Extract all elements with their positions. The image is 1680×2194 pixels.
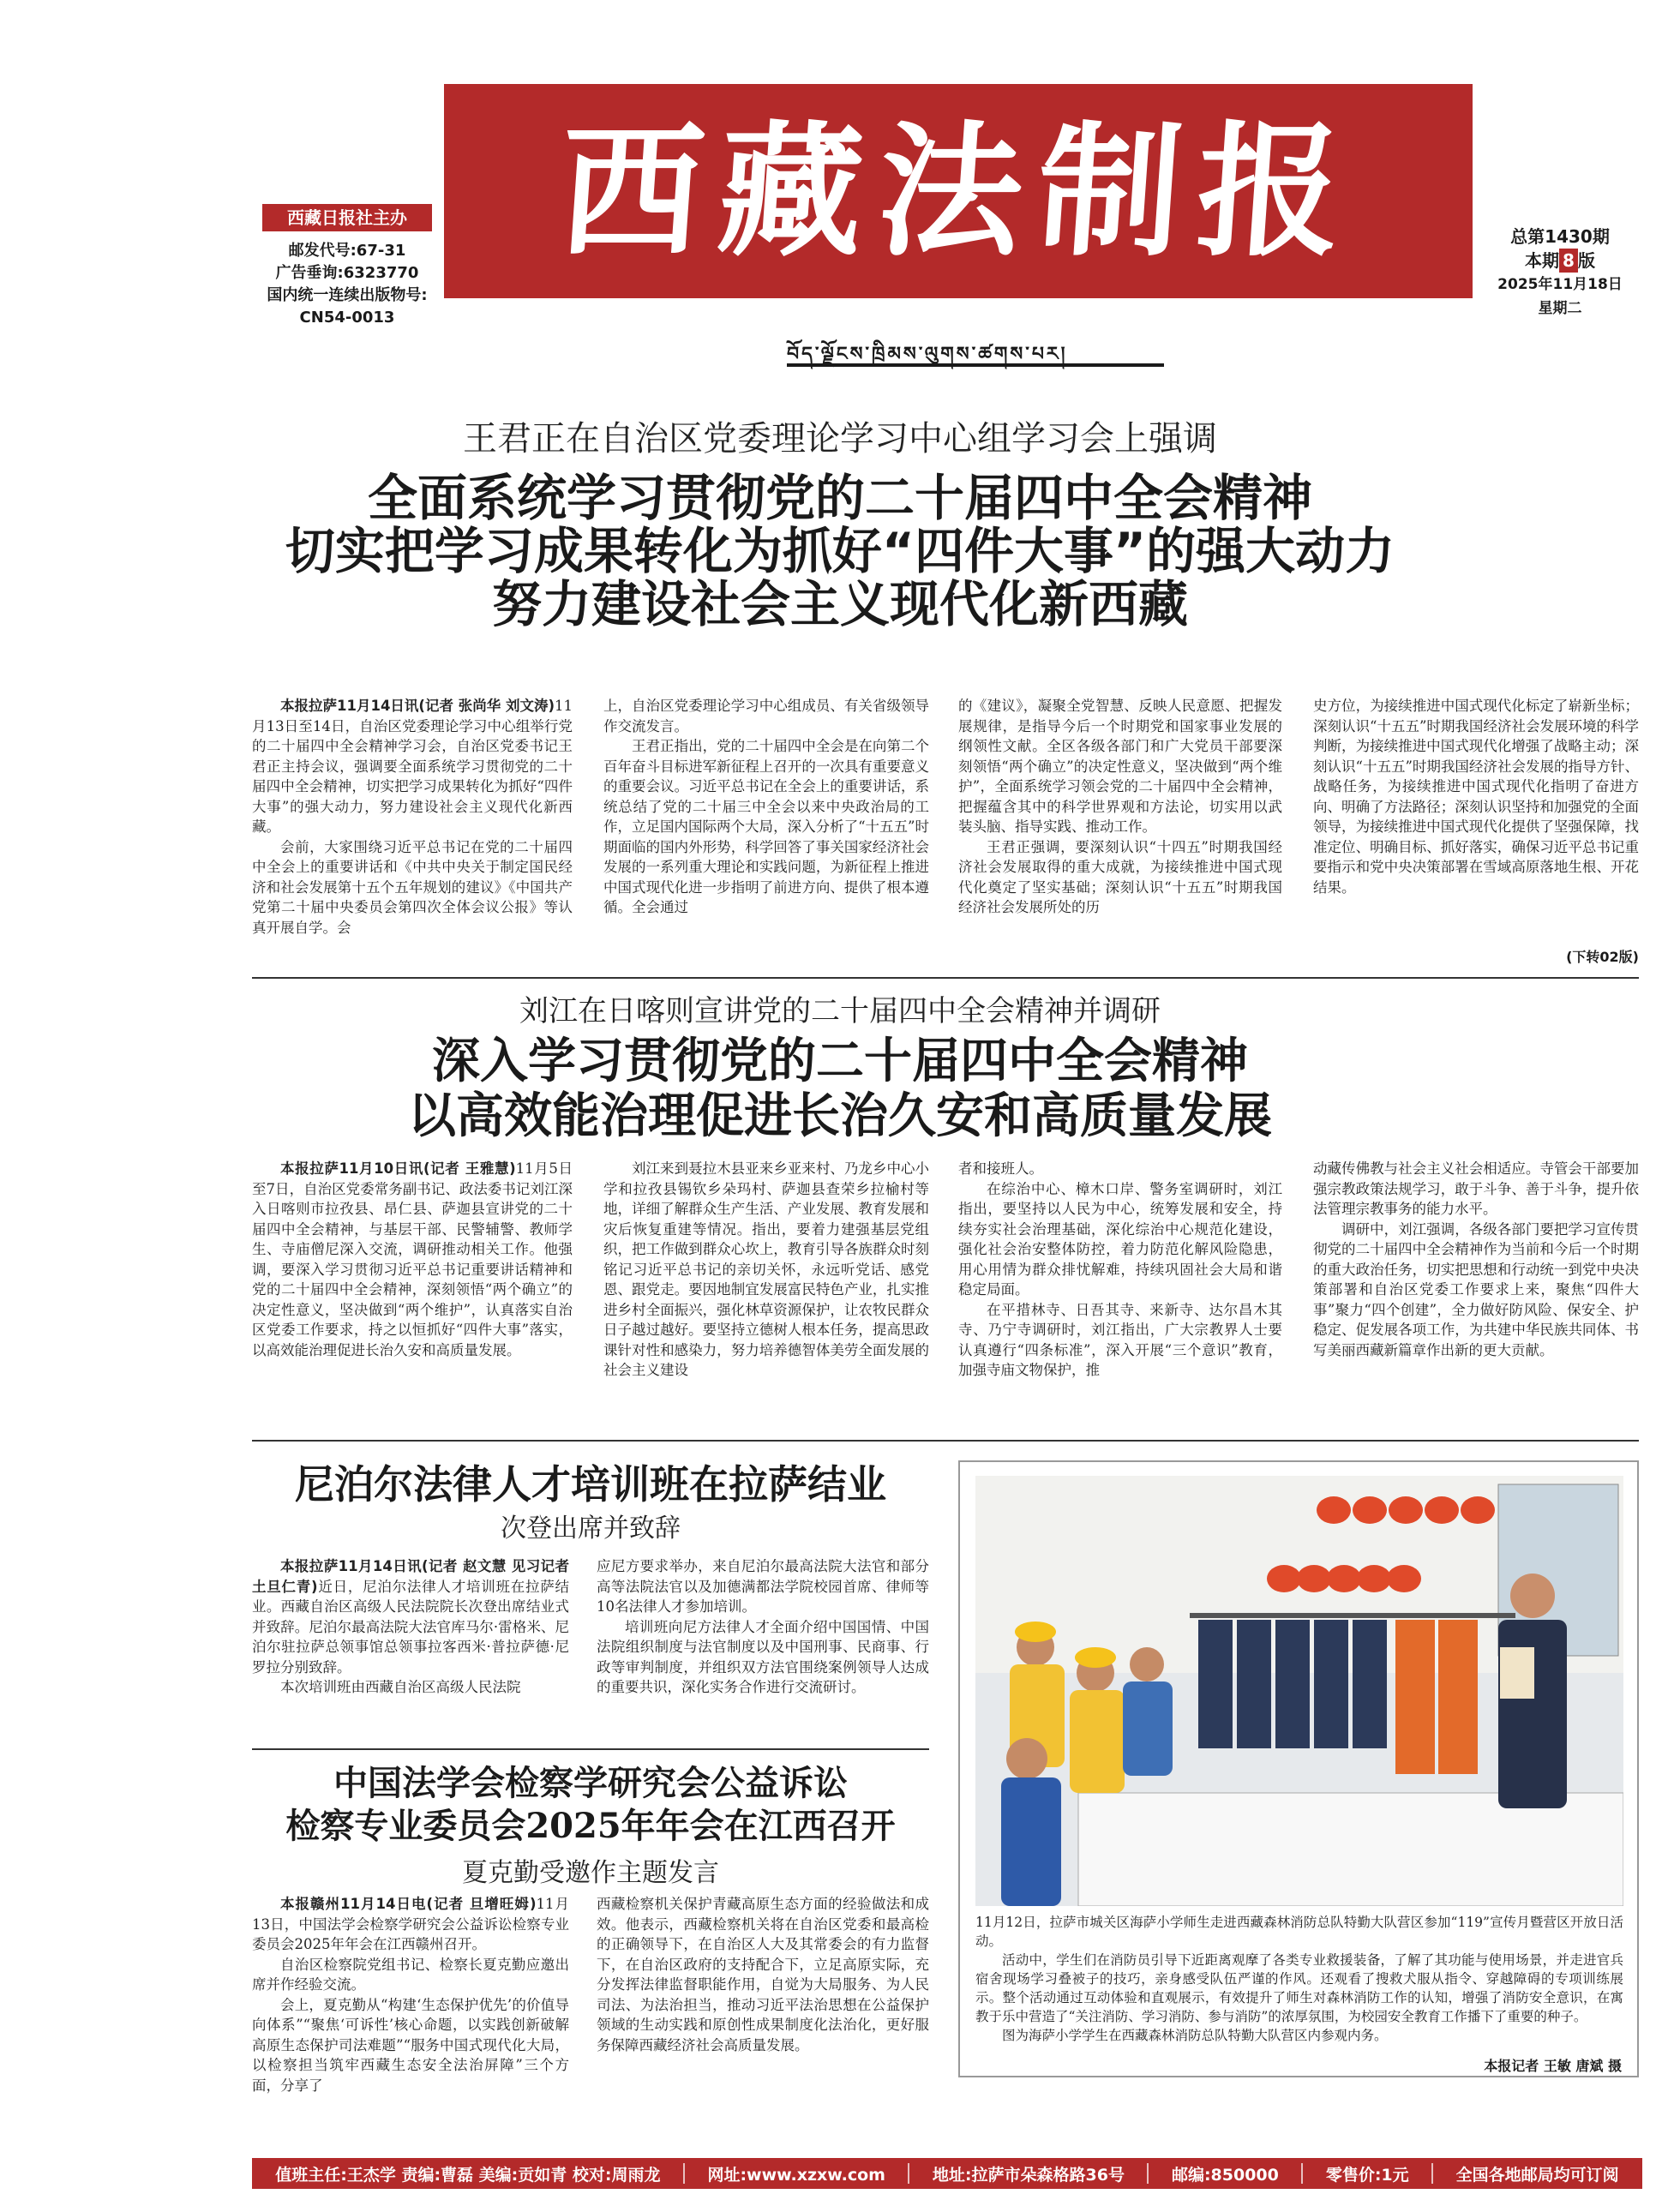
article2-paragraph: 在综治中心、樟木口岸、警务室调研时，刘江指出，要坚持以人民为中心，统筹发展和安全，持续夯实社会治理基础，深化综治中心规范化建设，强化社会治安整体防控，着力防范化解风险隐患，用心用情为群众排忧解难，持续巩固社会大局和谐稳定局面。 [958, 1180, 1282, 1298]
issue-date: 2025年11月18日 [1497, 276, 1623, 293]
article4-paragraph: 会上，夏克勤从“构建‘生态保护优先’的价值导向体系”“聚焦‘可诉性’核心命题，以实践创新破解高原生态保护司法难题”“服务中国式现代化大局，以检察担当筑牢西藏生态安全法治屏障”三个方面，分享了 [252, 1996, 569, 2094]
article2-column-1: 本报拉萨11月10日讯(记者 王雅慧)11月5日至7日，自治区党委常务副书记、政法委书记刘江深入日喀则市拉孜县、昂仁县、萨迦县宣讲党的二十届四中全会精神，与基层干部、民警辅警、教师学生、寺庙僧尼深入交流，调研推动相关工作。他强调，要深入学习贯彻习近平总书记重要讲话精神和党的二十届四中全会精神，深刻领悟“两个确立”的决定性意义，坚决做到“两个维护”，认真落实自治区党委工作要求，持之以恒抓好“四件大事”落实，以高效能治理促进长治久安和高质量发展。 [252, 1160, 573, 1358]
article4-paragraph: 西藏检察机关保护青藏高原生态方面的经验做法和成效。他表示，西藏检察机关将在自治区党委和最高检的正确领导下，在自治区人大及其常委会的有力监督下，在自治区政府的支持配合下，立足高原实际，充分发挥法律监督职能作用，自觉为大局服务、为人民司法、为法治担当，推动习近平法治思想在公益保护领域的生动实践和原创性成果制度化法治化，更好服务保障西藏经济社会高质量发展。 [597, 1896, 929, 2053]
caption-paragraph: 图为海萨小学学生在西藏森林消防总队特勤大队营区内参观内务。 [1002, 2028, 1388, 2043]
article1-kicker: 王君正在自治区党委理论学习中心组学习会上强调 [463, 419, 1217, 459]
photo-credit: 本报记者 王敏 唐斌 摄 [1484, 2058, 1622, 2074]
article4-headline-line: 检察专业委员会2025年年会在江西召开 [285, 1806, 896, 1846]
article1-paragraph: 王君正强调，要深刻认识“十四五”时期我国经济社会发展取得的重大成就，为接续推进中国式现代化奠定了坚实基础；深刻认识“十五五”时期我国经济社会发展所处的历 [958, 838, 1282, 915]
article2-headline-line: 深入学习贯彻党的二十届四中全会精神 [432, 1033, 1248, 1089]
footer-separator [683, 2163, 685, 2184]
article4-column-2 [597, 1894, 929, 2148]
tibetan-title [787, 333, 1164, 367]
section-divider [252, 977, 1639, 979]
article2-kicker: 刘江在日喀则宣讲党的二十届四中全会精神并调研 [519, 994, 1161, 1028]
article1-headline-line: 全面系统学习贯彻党的二十届四中全会精神 [367, 469, 1312, 527]
article1-paragraph: 上，自治区党委理论学习中心组成员、有关省级领导作交流发言。 [603, 698, 929, 734]
issue-weekday: 星期二 [1538, 300, 1582, 317]
photo-caption [975, 1913, 1623, 2045]
article2-headline [257, 1034, 1423, 1143]
article2-paragraph: 调研中，刘江强调，各级各部门要把学习宣传贯彻党的二十届四中全会精神作为当前和今后一个时期的重大政治任务，切实把思想和行动统一到党中央决策部署和自治区党委工作要求上来，聚焦“四件大事”聚力“四个创建”，全力做好防风险、保安全、护稳定、促发展各项工作，为共建中华民族共同体、书写美丽西藏新篇章作出新的更大贡献。 [1313, 1220, 1639, 1358]
serial-label: 国内统一连续出版物号: [267, 286, 428, 304]
article1-headline [249, 471, 1431, 631]
article2-paragraph: 者和接班人。 [958, 1160, 1043, 1177]
caption-paragraph: 活动中，学生们在消防员引导下近距离观摩了各类专业救援装备，了解了其功能与使用场景，并走进官兵宿舍现场学习叠被子的技巧，亲身感受队伍严谨的作风。还观看了搜救犬服从指令、穿越障碍的专项训练展示。整个活动通过互动体验和直观展示，有效提升了师生对森林消防工作的认知，增强了消防安全意识，在寓教于乐中营造了“关注消防、学习消防、参与消防”的浓厚氛围，为校园安全教育工作播下了重要的种子。 [975, 1952, 1623, 2024]
article3-headline: 尼泊尔法律人才培训班在拉萨结业 [295, 1461, 886, 1508]
article1-headline-line: 切实把学习成果转化为抓好“四件大事”的强大动力 [285, 522, 1395, 580]
article2-dateline: 本报拉萨11月10日讯(记者 王雅慧) [280, 1160, 516, 1177]
article1-paragraph: 王君正指出，党的二十届四中全会是在向第二个百年奋斗目标进军新征程上召开的一次具有重要意义的重要会议。习近平总书记在全会上的重要讲话，系统总结了党的二十届三中全会以来中央政治局的工作，立足国内国际两个大局，深入分析了“十五五”时期面临的国内外形势，科学回答了事关国家经济社会发展的一系列重大理论和实践问题，为新征程上推进中国式现代化进一步指明了前进方向、提供了根本遵循。全会通过 [603, 738, 929, 915]
pages-info: 本期 8 版 [1525, 250, 1595, 271]
article1-paragraph: 史方位，为接续推进中国式现代化标定了崭新坐标；深刻认识“十五五”时期我国经济社会发展环境的科学判断，为接续推进中国式现代化增强了战略主动；深刻认识“十五五”时期我国经济社会发展的指导方针、战略任务，为接续推进中国式现代化指明了奋进方向、明确了方法路径；深刻认识坚持和加强党的全面领导，为接续推进中国式现代化提供了坚强保障，找准定位、明确目标、抓好落实，确保习近平总书记重要指示和党中央决策部署在雪域高原落地生根、开花结果。 [1313, 698, 1639, 896]
footer-separator [1431, 2163, 1433, 2184]
masthead-banner [444, 84, 1473, 298]
footer-bar [252, 2158, 1642, 2189]
article1-paragraph: 的《建议》，凝聚全党智慧、反映人民意愿、把握发展规律，是指导今后一个时期党和国家事业发展的纲领性文献。全区各级各部门和广大党员干部要深刻领悟“两个确立”的决定性意义，坚决做到“两个维护”，全面系统学习领会党的二十届四中全会精神，把握蕴含其中的科学世界观和方法论，切实用以武装头脑、指导实践、推动工作。 [958, 698, 1282, 835]
article1-paragraph: 会前，大家围绕习近平总书记在党的二十届四中全会上的重要讲话和《中共中央关于制定国民经济和社会发展第十五个五年规划的建议》《中国共产党第二十届中央委员会第四次全体会议公报》等认真开展自学。会 [252, 838, 573, 936]
news-photo-illustration [975, 1476, 1623, 1906]
footer-price: 零售价:1元 [1325, 2165, 1409, 2185]
footer-staff: 值班主任:王杰学 责编:曹磊 美编:贡如青 校对:周雨龙 [275, 2165, 661, 2185]
article4-headline [252, 1762, 929, 1848]
article2-paragraph: 在平措林寺、日吾其寺、来新寺、达尔昌木其寺、乃宁寺调研时，刘江指出，广大宗教界人士要认真遵行“四条标准”，深入开展“三个意识”教育，加强寺庙文物保护，推 [958, 1301, 1282, 1378]
article1-column-1: 本报拉萨11月14日讯(记者 张尚华 刘文涛)11月13日至14日，自治区党委理论学习中心组举行党的二十届四中全会精神学习会，自治区党委书记王君正主持会议，强调要全面系统学习贯彻党的二十届四中全会精神，切实把学习成果转化为抓好“四件大事”的强大动力，努力建设社会主义现代化新西藏。 会前，大家围绕习近平总书记在党的二十届四中全会上的重要讲话和《中共中央关于制定国民经济和社会发展第十五个五年规划的建议》《中国共产党第二十届中央委员会第四次全体会议公报》等认真开展自学。会 [252, 696, 573, 970]
footer-separator [1301, 2163, 1303, 2184]
ad-phone: 广告垂询:6323770 [275, 264, 419, 282]
publication-info [257, 240, 437, 329]
article4-dateline: 本报赣州11月14日电(记者 旦增旺姆) [280, 1896, 537, 1912]
total-issue: 总第1430期 [1510, 226, 1610, 247]
article1-column-4 [1313, 696, 1639, 944]
issue-info [1483, 225, 1637, 321]
page-count-badge: 8 [1559, 249, 1578, 273]
article3-subhead: 次登出席并致辞 [501, 1514, 681, 1544]
article4-column-1: 本报赣州11月14日电(记者 旦增旺姆)11月13日，中国法学会检察学研究会公益诉讼检察专业委员会2025年年会在江西赣州召开。 自治区检察院党组书记、检察长夏克勤应邀出席并作经验交流。 会上，夏克勤从“构建‘生态保护优先’的价值导向体系”“聚焦‘可诉性’核心命题，以实践创新破解高原生态保护司法难题”“服务中国式现代化大局，以检察担当筑牢西藏生态安全法治屏障”三个方面，分享了 [252, 1894, 569, 2148]
section-divider [252, 1440, 1639, 1442]
article2-column-3 [958, 1159, 1282, 1416]
article4-headline-line: 中国法学会检察学研究会公益诉讼 [333, 1763, 848, 1803]
tibetan-title-text: བོད་ལྗོངས་ཁྲིམས་ལུགས་ཚགས་པར། [787, 344, 1068, 365]
article1-jump: (下转02版) [1566, 949, 1639, 965]
article3-column-1: 本报拉萨11月14日讯(记者 赵文慧 见习记者 土旦仁青)近日，尼泊尔法律人才培训班在拉萨结业。西藏自治区高级人民法院院长次登出席结业式并致辞。尼泊尔最高法院大法官库马尔·雷格米、尼泊尔驻拉萨总领事馆总领事拉客西米·普拉萨德·尼罗拉分别致辞。 本次培训班由西藏自治区高级人民法院 [252, 1556, 569, 1736]
article4-subhead: 夏克勤受邀作主题发言 [462, 1858, 719, 1888]
section-divider [252, 1748, 929, 1750]
article2-headline-line: 以高效能治理促进长治久安和高质量发展 [408, 1088, 1272, 1144]
article2-paragraph: 刘江来到聂拉木县亚来乡亚来村、乃龙乡中心小学和拉孜县锡钦乡朵玛村、萨迦县查荣乡拉榆村等地，详细了解群众生产生活、产业发展、教育发展和灾后恢复重建等情况。指出，要着力建强基层党组织，把工作做到群众心坎上，教育引导各族群众时刻铭记习近平总书记的亲切关怀，永远听党话、感党恩、跟党走。要因地制宜发展富民特色产业，扎实推进乡村全面振兴，强化林草资源保护，让农牧民群众日子越过越好。要坚持立德树人根本任务，提高思政课针对性和感染力，努力培养德智体美劳全面发展的社会主义建设 [603, 1160, 929, 1378]
article3-column-2 [597, 1556, 929, 1736]
article1-column-2 [603, 696, 929, 970]
article2-paragraph: 动藏传佛教与社会主义社会相适应。寺管会干部要加强宗教政策法规学习，敢于斗争、善于斗争，提升依法管理宗教事务的能力水平。 [1313, 1160, 1639, 1217]
newspaper-title: 西藏法制报 [554, 106, 1363, 276]
postal-code: 邮发代号:67-31 [288, 242, 406, 260]
news-photo [975, 1476, 1623, 1906]
footer-address: 地址:拉萨市朵森格路36号 [932, 2165, 1125, 2185]
caption-paragraph: 11月12日，拉萨市城关区海萨小学师生走进西藏森林消防总队特勤大队营区参加“119”宣传月暨营区开放日活动。 [975, 1915, 1623, 1949]
footer-separator [908, 2163, 909, 2184]
article1-headline-line: 努力建设社会主义现代化新西藏 [491, 575, 1188, 633]
article3-paragraph: 本次培训班由西藏自治区高级人民法院 [280, 1679, 521, 1695]
article3-dateline: 本报拉萨11月14日讯(记者 赵文慧 见习记者 土旦仁青) [252, 1558, 569, 1595]
article4-paragraph: 自治区检察院党组书记、检察长夏克勤应邀出席并作经验交流。 [252, 1956, 569, 1993]
article3-paragraph: 培训班向尼方法律人才全面介绍中国国情、中国法院组织制度与法官制度以及中国刑事、民商事、行政等审判制度，并组织双方法官围绕案例领导人达成的重要共识，深化实务合作进行交流研讨。 [597, 1618, 929, 1695]
article1-column-3 [958, 696, 1282, 970]
article2-column-2 [603, 1159, 929, 1416]
serial-number: CN54-0013 [299, 309, 395, 327]
footer-website: 网址:www.xzxw.com [707, 2165, 885, 2185]
footer-subscribe: 全国各地邮局均可订阅 [1455, 2165, 1619, 2185]
footer-separator [1147, 2163, 1149, 2184]
sponsor-label: 西藏日报社主办 [262, 204, 432, 231]
article2-column-4 [1313, 1159, 1639, 1416]
article3-paragraph: 应尼方要求举办，来自尼泊尔最高法院大法官和部分高等法院法官以及加德满都法学院校园首席、律师等10名法律人才参加培训。 [597, 1558, 929, 1615]
article1-dateline: 本报拉萨11月14日讯(记者 张尚华 刘文涛) [280, 698, 555, 714]
footer-postcode: 邮编:850000 [1171, 2165, 1279, 2185]
